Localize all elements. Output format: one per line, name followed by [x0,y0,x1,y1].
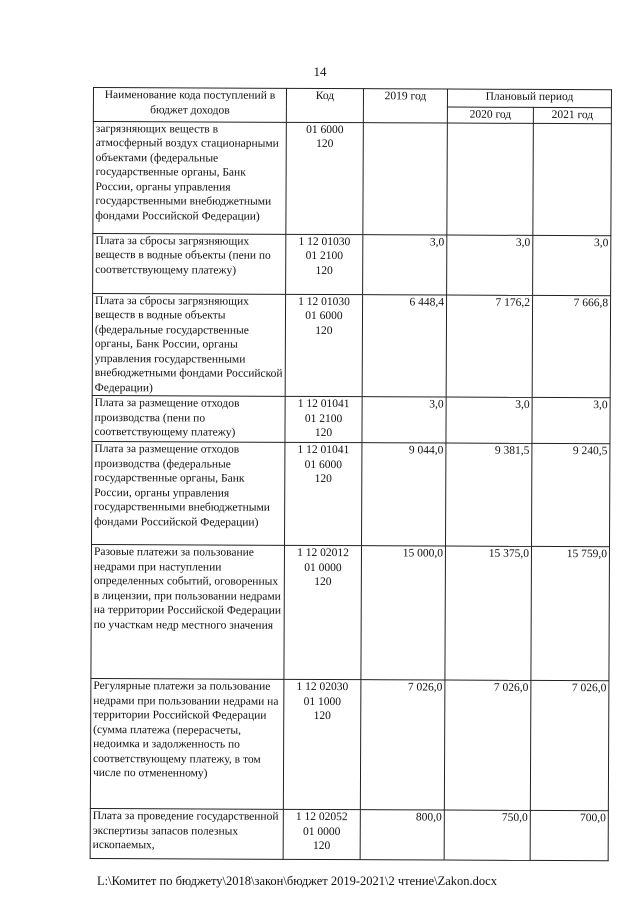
row-value-y2019 [360,680,445,810]
row-code-line: 120 [314,472,332,486]
row-value-y2021 [530,680,609,810]
row-code [284,545,362,679]
row-value-y2021 [533,235,611,295]
row-value-y2019 [360,810,444,860]
row-value-text: 6 448,4 [409,295,445,309]
table-row [90,678,609,810]
table-row [93,233,611,295]
table-row [91,544,610,680]
row-value-text: 7 026,0 [571,682,607,695]
table-row [92,441,610,546]
row-code-line: 120 [313,709,331,723]
row-code [286,122,363,234]
row-code [283,809,360,859]
row-value-text: 15 375,0 [488,547,529,560]
row-code-line: 120 [313,839,331,853]
row-name: Разовые платежи за пользование недрами при наступлении определенных событий, оговоренных в лицензии, при пользовании недрами на территории Российской Федерации по участкам недр местного значения [91,544,285,679]
row-value-text: 7 666,8 [573,296,609,309]
header-plan-period: Плановый период [447,89,611,108]
row-name: Плата за сбросы загрязняющих веществ в водные объекты (федеральные государственные органы, Банк России, органы управления государственными внебюджетными фондами Российской Федерации) [92,293,285,396]
row-code-line: 1 12 02052 [295,810,348,824]
row-code [285,396,362,442]
row-value-y2019 [362,294,446,397]
row-name: Плата за проведение государственной экспертизы запасов полезных ископаемых, [90,808,283,859]
row-code-line: 1 12 01041 [297,443,350,457]
table-row [93,121,611,235]
row-code-line: 01 0000 [303,825,341,838]
row-value-text: 9 240,5 [572,445,608,458]
row-name: Плата за сбросы загрязняющих веществ в водные объекты (пени по соответствующему платежу) [93,233,286,294]
row-code-line: 1 12 01030 [298,295,350,308]
row-value-y2020 [446,397,532,443]
row-value-text: 800,0 [415,811,442,824]
row-value-y2021 [530,810,608,860]
page-number: 14 [313,64,327,79]
row-code-line: 1 12 02012 [297,546,349,560]
row-value-text: 3,0 [515,398,530,411]
row-value-y2019 [362,397,446,443]
row-code-line: 1 12 01041 [297,397,350,411]
row-value-text: 3,0 [593,236,609,249]
row-value-text: 7 026,0 [493,681,529,694]
row-value-y2020 [446,443,532,546]
header-2021: 2021 год [533,107,611,123]
row-value-text: 7 176,2 [495,296,531,309]
footer-file-path: L:\Комитет по бюджету\2018\закон\бюджет 2019-2021\2 чтение\Zakon.docx [97,874,497,888]
row-value-text: 3,0 [429,235,445,249]
row-code-line: 01 6000 [304,458,343,471]
row-value-text: 750,0 [501,811,528,824]
row-value-y2020 [446,295,532,398]
row-value-text: 9 044,0 [408,444,444,457]
row-value-y2021 [532,397,610,443]
row-code-line: 01 2100 [305,249,343,263]
header-code: Код [286,88,363,122]
table-row [92,395,610,443]
row-code-line: 1 12 02030 [296,680,349,694]
row-value-text: 700,0 [579,812,606,825]
row-name: загрязняющих веществ в атмосферный воздух стационарными объектами (федеральные государственные органы, Банк России, органы управления государственными внебюджетными фондами Российской Федерации) [93,121,286,234]
row-value-y2019 [363,234,447,294]
row-value-y2020 [447,123,533,235]
row-code-line: 01 2100 [304,412,343,425]
row-code-line: 01 0000 [304,561,342,574]
row-value-text: 3,0 [515,236,531,249]
row-value-y2021 [533,123,612,235]
row-value-y2019 [361,546,446,680]
table-body [90,121,611,861]
row-value-text: 7 026,0 [407,681,443,694]
row-code [285,442,362,545]
header-2019: 2019 год [363,89,447,123]
row-value-text: 15 759,0 [566,548,608,561]
table-header [93,88,611,124]
header-name: Наименование кода поступлений в бюджет доходов [93,88,286,122]
row-value-y2020 [444,680,531,810]
row-name: Плата за размещение отходов производства (федеральные государственные органы, Банк России, органы управления государственными внебюджетными фондами Российской Федерации) [92,441,285,545]
row-code-line: 01 6000 [306,123,344,136]
row-value-y2021 [531,443,609,546]
row-code [285,294,362,397]
row-code-line: 120 [314,575,332,589]
row-value-y2020 [447,235,533,295]
row-code [286,234,363,294]
row-code-line: 120 [314,426,333,440]
row-value-y2021 [532,295,610,398]
row-code [283,679,361,809]
row-name: Регулярные платежи за пользование недрами при пользовании недрами на территории Российской Федерации (сумма платежа (перерасчеты, недоимка и задолженность по соответствующему платежу, в том числе по отмененному) [90,678,284,809]
row-value-y2021 [531,546,610,680]
budget-table [90,87,612,861]
row-value-text: 15 000,0 [402,547,443,560]
row-value-y2020 [445,546,532,680]
table-row [90,808,608,860]
row-code-line: 01 1000 [303,695,342,708]
row-value-y2020 [444,810,530,860]
row-value-y2019 [363,122,447,234]
row-value-text: 9 381,5 [494,444,530,457]
row-code-line: 120 [316,137,334,151]
row-name: Плата за размещение отходов производства (пени по соответствующему платежу) [92,395,285,442]
row-code-line: 1 12 01030 [298,235,351,248]
table-row [92,293,610,398]
header-2020: 2020 год [447,107,533,123]
row-code-line: 120 [315,264,333,277]
row-code-line: 01 6000 [305,309,343,323]
row-value-text: 3,0 [593,399,608,412]
row-value-text: 3,0 [429,398,444,411]
row-code-line: 120 [315,324,333,337]
row-value-y2019 [362,443,446,546]
